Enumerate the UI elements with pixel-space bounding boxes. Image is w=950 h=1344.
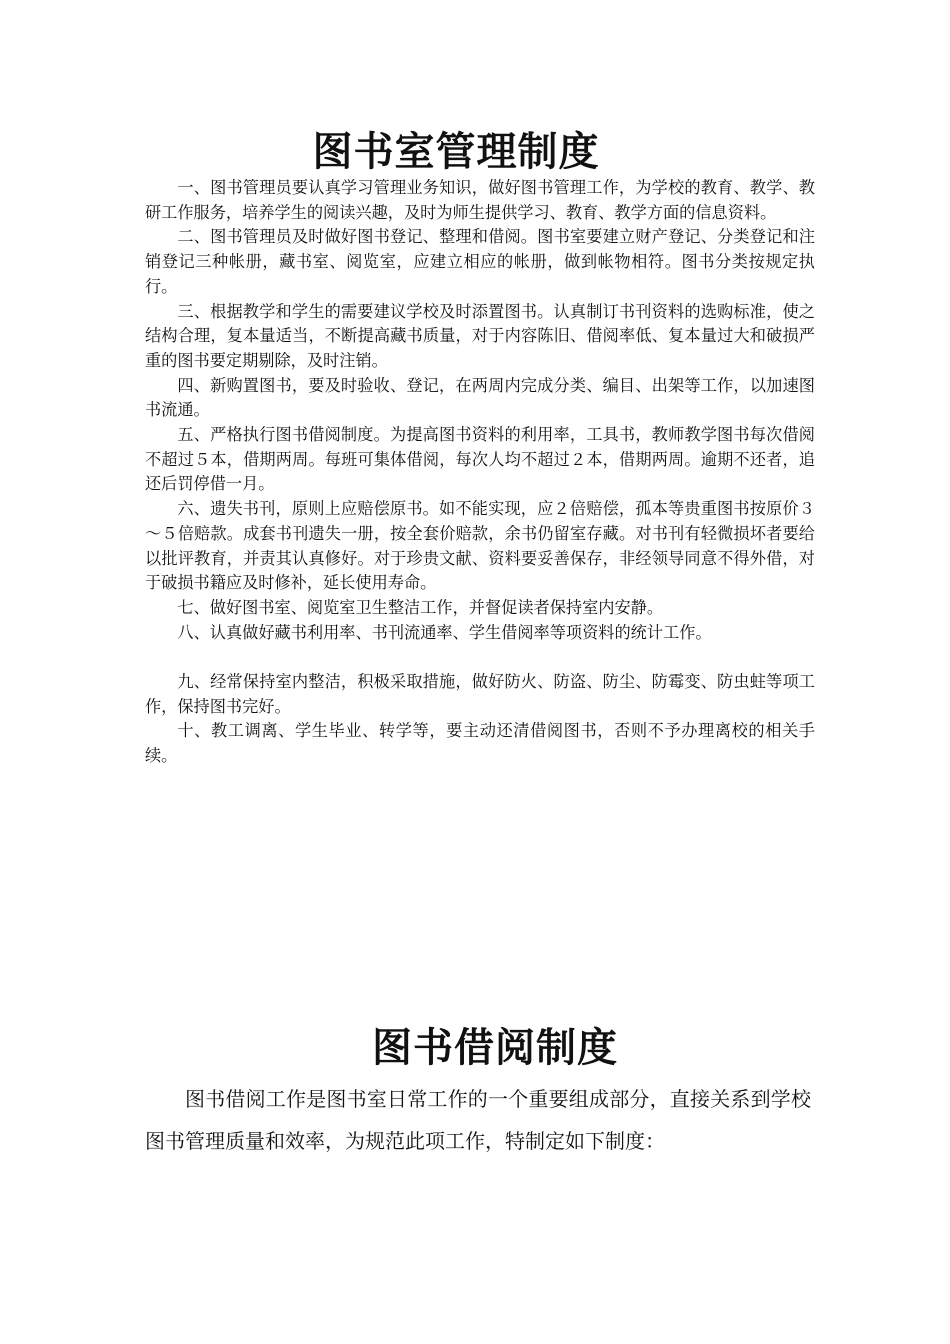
rule-paragraph: 九、经常保持室内整洁，积极采取措施，做好防火、防盗、防尘、防霉变、防虫蛀等项工作，保持图书完好。 [145, 672, 815, 716]
borrowing-intro [145, 1078, 811, 1162]
rule-paragraph: 六、遗失书刊，原则上应赔偿原书。如不能实现，应２倍赔偿，孤本等贵重图书按原价３～５倍赔款。成套书刊遗失一册，按全套价赔款，余书仍留室存藏。对书刊有轻微损坏者要给以批评教育，并责其认真修好。对于珍贵文献、资料要妥善保存，非经领导同意不得外借，对于破损书籍应及时修补，延长使用寿命。 [145, 499, 815, 593]
rule-paragraph: 八、认真做好藏书利用率、书刊流通率、学生借阅率等项资料的统计工作。 [177, 622, 712, 642]
intro-paragraph: 图书借阅工作是图书室日常工作的一个重要组成部分，直接关系到学校图书管理质量和效率，为规范此项工作，特制定如下制度： [145, 1087, 811, 1153]
rule-paragraph: 五、严格执行图书借阅制度。为提高图书资料的利用率，工具书，教师教学图书每次借阅不超过５本，借期两周。每班可集体借阅，每次人均不超过２本，借期两周。逾期不还者，追还后罚停借一月。 [145, 425, 815, 494]
management-rules [145, 176, 815, 769]
rule-paragraph: 一、图书管理员要认真学习管理业务知识，做好图书管理工作，为学校的教育、教学、教研工作服务，培养学生的阅读兴趣，及时为师生提供学习、教育、教学方面的信息资料。 [145, 178, 815, 222]
rule-paragraph: 二、图书管理员及时做好图书登记、整理和借阅。图书室要建立财产登记、分类登记和注销登记三种帐册，藏书室、阅览室，应建立相应的帐册，做到帐物相符。图书分类按规定执行。 [145, 227, 815, 296]
section-title: 图书借阅制度 [372, 1024, 618, 1071]
rule-paragraph: 三、根据教学和学生的需要建议学校及时添置图书。认真制订书刊资料的选购标准，使之结构合理，复本量适当，不断提高藏书质量，对于内容陈旧、借阅率低、复本量过大和破损严重的图书要定期剔除，及时注销。 [145, 301, 815, 370]
rule-paragraph: 十、教工调离、学生毕业、转学等，要主动还清借阅图书，否则不予办理离校的相关手续。 [145, 721, 815, 766]
rule-paragraph: 七、做好图书室、阅览室卫生整洁工作，并督促读者保持室内安静。 [177, 597, 664, 617]
page-title: 图书室管理制度 [312, 128, 600, 175]
rule-paragraph: 四、新购置图书，要及时验收、登记，在两周内完成分类、编目、出架等工作，以加速图书流通。 [145, 375, 815, 420]
